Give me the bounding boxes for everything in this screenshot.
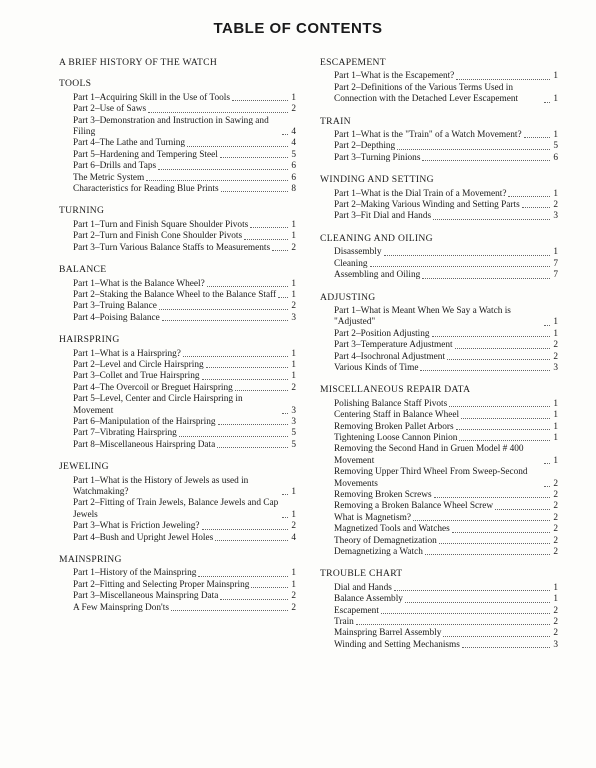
toc-entry[interactable] bbox=[59, 104, 296, 115]
section-turning bbox=[59, 205, 296, 254]
dot-leader bbox=[220, 157, 288, 158]
page-number: 2 bbox=[291, 301, 296, 312]
dot-leader bbox=[456, 429, 550, 430]
page-number: 1 bbox=[291, 359, 296, 370]
section-hairspring bbox=[59, 334, 296, 451]
dot-leader bbox=[282, 494, 288, 495]
entry-title: Part 4–Bush and Upright Jewel Holes bbox=[73, 532, 214, 543]
entry-title: Part 3–Miscellaneous Mainspring Data bbox=[73, 591, 219, 602]
entry-title: Part 1–What is the Dial Train of a Movement? bbox=[334, 188, 507, 199]
entry-title: Various Kinds of Time bbox=[334, 362, 419, 373]
dot-leader bbox=[179, 436, 288, 437]
page-number: 2 bbox=[291, 242, 296, 253]
page-number: 8 bbox=[291, 184, 296, 195]
toc-entry[interactable] bbox=[59, 428, 296, 439]
toc-entry[interactable] bbox=[59, 279, 296, 290]
entry-title: Part 6–Manipulation of the Hairspring bbox=[73, 416, 216, 427]
dot-leader bbox=[544, 486, 550, 487]
toc-entry[interactable] bbox=[59, 521, 296, 532]
entry-title: Mainspring Barrel Assembly bbox=[334, 628, 442, 639]
toc-entry[interactable] bbox=[320, 270, 558, 281]
toc-entry[interactable] bbox=[59, 371, 296, 382]
dot-leader bbox=[272, 250, 288, 251]
entry-title: Demagnetizing a Watch bbox=[334, 547, 423, 558]
entry-title: Part 3–Demonstration and Instruction in Sawing and Filing bbox=[73, 115, 269, 138]
entry-title: Removing the Second Hand in Gruen Model # 400 Movement bbox=[334, 444, 524, 466]
toc-entry[interactable] bbox=[59, 394, 296, 417]
toc-entry[interactable] bbox=[320, 536, 558, 547]
left-column bbox=[59, 55, 296, 624]
page-number: 2 bbox=[553, 628, 558, 639]
section-miscellaneous-repair-data bbox=[320, 384, 558, 558]
toc-entry[interactable] bbox=[320, 501, 558, 512]
page-number: 1 bbox=[553, 94, 558, 105]
page-number: 3 bbox=[291, 312, 296, 323]
entry-title: Part 2–Definitions of the Various Terms Used in Connection with the Detached Lever Escapement bbox=[334, 82, 519, 105]
toc-entry[interactable] bbox=[320, 71, 558, 82]
dot-leader bbox=[384, 255, 550, 256]
dot-leader bbox=[439, 543, 550, 544]
toc-entry[interactable] bbox=[320, 83, 558, 106]
dot-leader bbox=[432, 336, 550, 337]
entry-title: Part 4–The Overcoil or Breguet Hairspring bbox=[73, 382, 233, 393]
dot-leader bbox=[250, 227, 288, 228]
dot-leader bbox=[544, 102, 550, 103]
page-number: 1 bbox=[553, 410, 558, 421]
page-number: 1 bbox=[553, 421, 558, 432]
toc-entry[interactable] bbox=[59, 417, 296, 428]
dot-leader bbox=[459, 440, 550, 441]
entry-title: Part 6–Drills and Taps bbox=[73, 161, 157, 172]
entry-title: Balance Assembly bbox=[334, 594, 403, 605]
right-column bbox=[320, 55, 558, 661]
toc-entry[interactable] bbox=[59, 349, 296, 360]
entry-title: Part 1–What is the Escapement? bbox=[334, 71, 455, 82]
page-number: 2 bbox=[553, 535, 558, 546]
dot-leader bbox=[433, 219, 550, 220]
page-number: 3 bbox=[291, 405, 296, 416]
page-number: 2 bbox=[553, 501, 558, 512]
page-number: 5 bbox=[553, 141, 558, 152]
section-heading: TURNING bbox=[59, 205, 105, 217]
section-heading: TROUBLE CHART bbox=[320, 568, 403, 580]
toc-entry[interactable] bbox=[320, 606, 558, 617]
dot-leader bbox=[462, 647, 550, 648]
entry-title: Part 3–Turning Pinions bbox=[334, 152, 421, 163]
page-number: 1 bbox=[291, 509, 296, 520]
entry-title: Centering Staff in Balance Wheel bbox=[334, 410, 460, 421]
dot-leader bbox=[455, 348, 550, 349]
dot-leader bbox=[218, 424, 288, 425]
dot-leader bbox=[162, 320, 288, 321]
entry-title: Part 5–Level, Center and Circle Hairspring in Movement bbox=[73, 394, 243, 416]
entry-title: Part 2–Position Adjusting bbox=[334, 328, 430, 339]
page-number: 1 bbox=[291, 92, 296, 103]
dot-leader bbox=[456, 79, 550, 80]
dot-leader bbox=[148, 112, 288, 113]
dot-leader bbox=[207, 286, 288, 287]
toc-entry[interactable] bbox=[320, 433, 558, 444]
dot-leader bbox=[434, 497, 550, 498]
entry-title: Part 3–Temperature Adjustment bbox=[334, 340, 453, 351]
toc-entry[interactable] bbox=[59, 603, 296, 614]
entry-title: A Few Mainspring Don'ts bbox=[73, 602, 169, 613]
section-adjusting bbox=[320, 292, 558, 375]
entry-title: Theory of Demagnetization bbox=[334, 535, 437, 546]
page-number: 2 bbox=[553, 512, 558, 523]
section-heading: A BRIEF HISTORY OF THE WATCH bbox=[59, 57, 218, 68]
dot-leader bbox=[422, 160, 550, 161]
entry-title: Cleaning bbox=[334, 258, 368, 269]
dot-leader bbox=[282, 413, 288, 414]
dot-leader bbox=[422, 278, 550, 279]
entry-title: Part 1–Acquiring Skill in the Use of Tools bbox=[73, 92, 230, 103]
page-number: 1 bbox=[553, 317, 558, 328]
toc-entry[interactable] bbox=[320, 617, 558, 628]
section-heading: ESCAPEMENT bbox=[320, 57, 386, 68]
section-trouble-chart bbox=[320, 568, 558, 651]
section-cleaning-and-oiling bbox=[320, 233, 558, 282]
dot-leader bbox=[381, 613, 550, 614]
page-number: 1 bbox=[291, 231, 296, 242]
toc-entry[interactable] bbox=[59, 290, 296, 301]
page-number: 4 bbox=[291, 127, 296, 138]
page-number: 7 bbox=[553, 270, 558, 281]
dot-leader bbox=[159, 309, 288, 310]
section-heading: MISCELLANEOUS REPAIR DATA bbox=[320, 384, 471, 396]
entry-title: What is Magnetism? bbox=[334, 512, 411, 523]
section-heading: JEWELING bbox=[59, 461, 109, 473]
entry-title: Removing a Broken Balance Wheel Screw bbox=[334, 501, 494, 512]
toc-entry[interactable] bbox=[59, 301, 296, 312]
dot-leader bbox=[425, 554, 550, 555]
dot-leader bbox=[524, 137, 550, 138]
section-tools bbox=[59, 78, 296, 195]
page-number: 5 bbox=[291, 428, 296, 439]
dot-leader bbox=[461, 418, 550, 419]
toc-entry[interactable] bbox=[59, 243, 296, 254]
page-number: 1 bbox=[553, 328, 558, 339]
dot-leader bbox=[215, 540, 288, 541]
toc-entry[interactable] bbox=[59, 533, 296, 544]
entry-title: Part 3–Turn Various Balance Staffs to Measurements bbox=[73, 242, 271, 253]
toc-entry[interactable] bbox=[320, 306, 558, 329]
entry-title: Disassembly bbox=[334, 247, 382, 258]
section-heading: BALANCE bbox=[59, 264, 107, 276]
toc-entry[interactable] bbox=[59, 498, 296, 521]
section-escapement bbox=[320, 57, 558, 106]
entry-title: Assembling and Oiling bbox=[334, 270, 421, 281]
entry-title: Part 2–Staking the Balance Wheel to the Balance Staff bbox=[73, 289, 277, 300]
entry-title: Part 1–What is the "Train" of a Watch Movement? bbox=[334, 130, 522, 141]
page-number: 1 bbox=[553, 398, 558, 409]
toc-entry[interactable] bbox=[320, 329, 558, 340]
entry-title: Part 2–Fitting of Train Jewels, Balance Jewels and Cap Jewels bbox=[73, 498, 279, 520]
toc-entry[interactable] bbox=[320, 594, 558, 605]
dot-leader bbox=[370, 266, 550, 267]
section-heading: HAIRSPRING bbox=[59, 334, 120, 346]
entry-title: Part 8–Miscellaneous Hairspring Data bbox=[73, 439, 216, 450]
toc-entry[interactable] bbox=[320, 410, 558, 421]
dot-leader bbox=[206, 367, 288, 368]
toc-entry[interactable] bbox=[320, 628, 558, 639]
entry-title: Part 7–Vibrating Hairspring bbox=[73, 428, 177, 439]
toc-entry[interactable] bbox=[59, 173, 296, 184]
entry-title: Part 1–History of the Mainspring bbox=[73, 568, 197, 579]
dot-leader bbox=[251, 587, 288, 588]
entry-title: Part 1–Turn and Finish Square Shoulder Pivots bbox=[73, 219, 249, 230]
entry-title: Part 4–Isochronal Adjustment bbox=[334, 351, 446, 362]
toc-entry[interactable] bbox=[320, 422, 558, 433]
page-number: 1 bbox=[553, 594, 558, 605]
entry-title: Magnetized Tools and Watches bbox=[334, 524, 450, 535]
dot-leader bbox=[413, 520, 550, 521]
toc-entry[interactable] bbox=[59, 220, 296, 231]
dot-leader bbox=[232, 100, 288, 101]
page-number: 1 bbox=[553, 582, 558, 593]
dot-leader bbox=[221, 191, 288, 192]
page-number: 1 bbox=[291, 371, 296, 382]
toc-entry[interactable] bbox=[59, 568, 296, 579]
toc-entry[interactable] bbox=[59, 440, 296, 451]
dot-leader bbox=[452, 532, 550, 533]
dot-leader bbox=[198, 576, 288, 577]
page-number: 5 bbox=[291, 149, 296, 160]
page-number: 2 bbox=[553, 351, 558, 362]
toc-entry[interactable] bbox=[59, 161, 296, 172]
page-number: 4 bbox=[291, 138, 296, 149]
entry-title: Part 2–Use of Saws bbox=[73, 104, 147, 115]
toc-entry[interactable] bbox=[59, 580, 296, 591]
entry-title: Part 1–What is the Balance Wheel? bbox=[73, 278, 205, 289]
page-number: 1 bbox=[291, 278, 296, 289]
page-number: 6 bbox=[291, 172, 296, 183]
section-balance bbox=[59, 264, 296, 324]
toc-entry[interactable] bbox=[59, 116, 296, 139]
toc-entry[interactable] bbox=[59, 184, 296, 195]
dot-leader bbox=[522, 207, 550, 208]
dot-leader bbox=[187, 146, 288, 147]
page-number: 1 bbox=[553, 432, 558, 443]
toc-entry[interactable] bbox=[320, 583, 558, 594]
dot-leader bbox=[217, 447, 288, 448]
toc-entry[interactable] bbox=[320, 130, 558, 141]
toc-entry[interactable] bbox=[320, 141, 558, 152]
dot-leader bbox=[282, 134, 288, 135]
dot-leader bbox=[356, 624, 550, 625]
section-heading: CLEANING AND OILING bbox=[320, 232, 433, 244]
section-mainspring bbox=[59, 554, 296, 614]
toc-entry[interactable] bbox=[320, 363, 558, 374]
entry-title: Part 2–Depthing bbox=[334, 141, 396, 152]
dot-leader bbox=[220, 599, 288, 600]
dot-leader bbox=[202, 529, 288, 530]
entry-title: Tightening Loose Cannon Pinion bbox=[334, 432, 458, 443]
toc-entry[interactable] bbox=[320, 513, 558, 524]
entry-title: Dial and Hands bbox=[334, 582, 392, 593]
toc-entry[interactable] bbox=[320, 200, 558, 211]
toc-entry[interactable] bbox=[59, 313, 296, 324]
section-heading: WINDING AND SETTING bbox=[320, 174, 434, 186]
toc-entry[interactable] bbox=[320, 211, 558, 222]
dot-leader bbox=[158, 169, 288, 170]
page-number: 5 bbox=[291, 439, 296, 450]
page-number: 7 bbox=[553, 258, 558, 269]
page-number: 1 bbox=[291, 348, 296, 359]
page-number: 1 bbox=[553, 130, 558, 141]
entry-title: Part 5–Hardening and Tempering Steel bbox=[73, 149, 218, 160]
section-a-brief-history-of-the-watch bbox=[59, 57, 296, 68]
section-train bbox=[320, 116, 558, 165]
page-number: 1 bbox=[291, 289, 296, 300]
entry-title: Polishing Balance Staff Pivots bbox=[334, 398, 448, 409]
page-number: 2 bbox=[291, 104, 296, 115]
section-heading: ADJUSTING bbox=[320, 291, 376, 303]
entry-title: Part 3–Truing Balance bbox=[73, 301, 157, 312]
page-number: 2 bbox=[553, 605, 558, 616]
dot-leader bbox=[495, 509, 550, 510]
page-number: 6 bbox=[553, 152, 558, 163]
dot-leader bbox=[202, 379, 288, 380]
entry-title: Train bbox=[334, 617, 354, 628]
toc-entry[interactable] bbox=[59, 476, 296, 499]
toc-entry[interactable] bbox=[59, 383, 296, 394]
dot-leader bbox=[508, 196, 550, 197]
toc-entry[interactable] bbox=[320, 444, 558, 467]
dot-leader bbox=[443, 636, 550, 637]
page-number: 1 bbox=[291, 568, 296, 579]
section-heading: MAINSPRING bbox=[59, 554, 122, 566]
toc-entry[interactable] bbox=[59, 93, 296, 104]
page-number: 1 bbox=[553, 455, 558, 466]
page-title: TABLE OF CONTENTS bbox=[213, 20, 383, 37]
entry-title: Removing Broken Screws bbox=[334, 490, 432, 500]
dot-leader bbox=[420, 370, 550, 371]
page-number: 1 bbox=[291, 579, 296, 590]
toc-entry[interactable] bbox=[59, 138, 296, 149]
page-number: 2 bbox=[553, 524, 558, 535]
dot-leader bbox=[235, 390, 288, 391]
section-heading: TOOLS bbox=[59, 78, 92, 90]
page-number: 2 bbox=[553, 200, 558, 211]
toc-entry[interactable] bbox=[59, 360, 296, 371]
toc-entry[interactable] bbox=[320, 259, 558, 270]
entry-title: Part 4–Poising Balance bbox=[73, 312, 160, 323]
page-number: 6 bbox=[291, 161, 296, 172]
page-number: 1 bbox=[291, 487, 296, 497]
toc-entry[interactable] bbox=[320, 352, 558, 363]
dot-leader bbox=[405, 602, 550, 603]
entry-title: Part 1–What is the History of Jewels as used in Watchmaking? bbox=[73, 475, 249, 497]
entry-title: Escapement bbox=[334, 605, 379, 616]
page-number: 3 bbox=[553, 639, 558, 650]
dot-leader bbox=[397, 149, 550, 150]
dot-leader bbox=[183, 356, 288, 357]
toc-entry[interactable] bbox=[320, 490, 558, 501]
page-number: 1 bbox=[553, 71, 558, 82]
entry-title: Removing Broken Pallet Arbors bbox=[334, 421, 454, 432]
page-number: 1 bbox=[553, 188, 558, 199]
entry-title: Characteristics for Reading Blue Prints bbox=[73, 184, 219, 195]
toc-entry[interactable] bbox=[320, 153, 558, 164]
entry-title: The Metric System bbox=[73, 172, 145, 183]
toc-entry[interactable] bbox=[320, 547, 558, 558]
dot-leader bbox=[447, 359, 550, 360]
entry-title: Removing Upper Third Wheel From Sweep-Second Movements bbox=[334, 467, 528, 489]
section-winding-and-setting bbox=[320, 174, 558, 223]
dot-leader bbox=[244, 239, 288, 240]
toc-entry[interactable] bbox=[320, 340, 558, 351]
entry-title: Part 2–Fitting and Selecting Proper Mainspring bbox=[73, 579, 250, 590]
dot-leader bbox=[544, 325, 550, 326]
entry-title: Part 3–Collet and True Hairspring bbox=[73, 371, 200, 382]
page-number: 2 bbox=[553, 490, 558, 500]
toc-entry[interactable] bbox=[59, 231, 296, 242]
page-number: 2 bbox=[291, 382, 296, 393]
entry-title: Part 2–Level and Circle Hairspring bbox=[73, 359, 204, 370]
page-number: 3 bbox=[553, 362, 558, 373]
section-heading: TRAIN bbox=[320, 115, 351, 127]
entry-title: Part 3–Fit Dial and Hands bbox=[334, 211, 432, 222]
entry-title: Part 2–Turn and Finish Cone Shoulder Pivots bbox=[73, 231, 243, 242]
toc-entry[interactable] bbox=[320, 467, 558, 490]
page-number: 2 bbox=[291, 602, 296, 613]
page-number: 3 bbox=[291, 416, 296, 427]
page-number: 4 bbox=[291, 532, 296, 543]
dot-leader bbox=[171, 610, 288, 611]
dot-leader bbox=[449, 406, 550, 407]
page-number: 1 bbox=[553, 247, 558, 258]
toc-entry[interactable] bbox=[320, 247, 558, 258]
page-number: 2 bbox=[553, 617, 558, 628]
dot-leader bbox=[282, 517, 288, 518]
entry-title: Part 3–What is Friction Jeweling? bbox=[73, 521, 200, 532]
toc-entry[interactable] bbox=[320, 399, 558, 410]
page-number: 2 bbox=[553, 547, 558, 558]
page-number: 2 bbox=[553, 340, 558, 351]
toc-entry[interactable] bbox=[320, 524, 558, 535]
dot-leader bbox=[544, 463, 550, 464]
entry-title: Winding and Setting Mechanisms bbox=[334, 639, 460, 650]
dot-leader bbox=[278, 297, 288, 298]
toc-entry[interactable] bbox=[59, 591, 296, 602]
toc-entry[interactable] bbox=[59, 150, 296, 161]
toc-entry[interactable] bbox=[320, 640, 558, 651]
dot-leader bbox=[146, 180, 288, 181]
entry-title: Part 1–What is a Hairspring? bbox=[73, 348, 181, 359]
entry-title: Part 2–Making Various Winding and Setting Parts bbox=[334, 200, 520, 211]
page-number: 3 bbox=[553, 211, 558, 222]
page-number: 2 bbox=[291, 521, 296, 532]
section-jeweling bbox=[59, 461, 296, 544]
page-number: 1 bbox=[291, 219, 296, 230]
entry-title: Part 1–What is Meant When We Say a Watch is "Adjusted" bbox=[334, 305, 511, 328]
page-number: 2 bbox=[291, 591, 296, 602]
entry-title: Part 4–The Lathe and Turning bbox=[73, 138, 186, 149]
dot-leader bbox=[394, 590, 550, 591]
page-number: 2 bbox=[553, 478, 558, 489]
toc-entry[interactable] bbox=[320, 189, 558, 200]
